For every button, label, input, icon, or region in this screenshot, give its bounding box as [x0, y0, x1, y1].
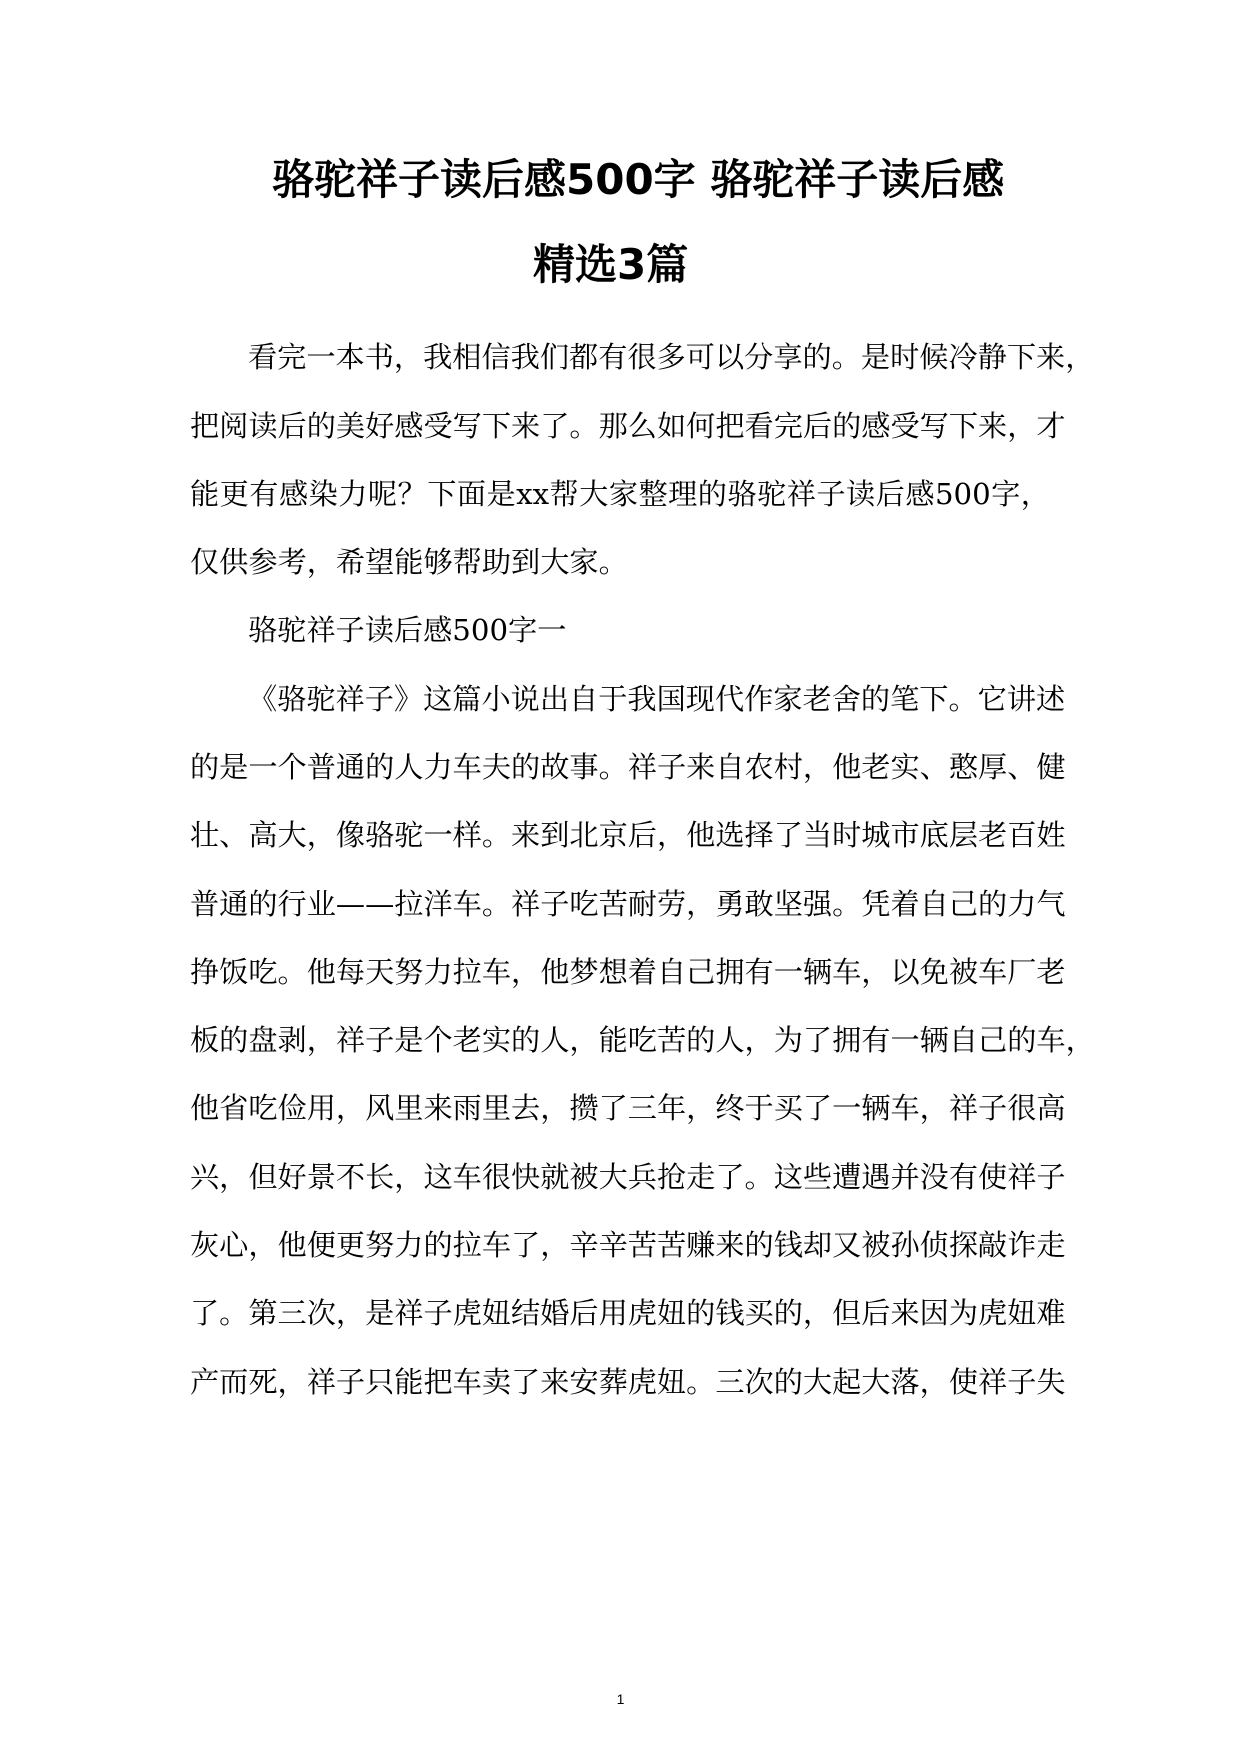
essay-line: 的是一个普通的人力车夫的故事。祥子来自农村，他老实、憨厚、健	[190, 750, 1066, 784]
essay-line: 灰心，他便更努力的拉车了，辛辛苦苦赚来的钱却又被孙侦探敲诈走	[190, 1228, 1066, 1262]
intro-line: 仅供参考，希望能够帮助到大家。	[190, 545, 628, 579]
essay-line: 产而死，祥子只能把车卖了来安葬虎妞。三次的大起大落，使祥子失	[190, 1365, 1066, 1399]
essay-line: 壮、高大，像骆驼一样。来到北京后，他选择了当时城市底层老百姓	[190, 818, 1066, 852]
document-title-line-2: 精选3篇	[533, 240, 689, 289]
intro-line: 能更有感染力呢？下面是xx帮大家整理的骆驼祥子读后感500字，	[190, 477, 1050, 511]
essay-line: 普通的行业——拉洋车。祥子吃苦耐劳，勇敢坚强。凭着自己的力气	[190, 887, 1066, 921]
essay-line: 了。第三次，是祥子虎妞结婚后用虎妞的钱买的，但后来因为虎妞难	[190, 1296, 1066, 1330]
page-number: 1	[616, 1691, 625, 1707]
essay-line: 兴，但好景不长，这车很快就被大兵抢走了。这些遭遇并没有使祥子	[190, 1160, 1066, 1194]
intro-line: 把阅读后的美好感受写下来了。那么如何把看完后的感受写下来，才	[190, 409, 1066, 443]
essay-line: 《骆驼祥子》这篇小说出自于我国现代作家老舍的笔下。它讲述	[248, 682, 1066, 716]
intro-line: 看完一本书，我相信我们都有很多可以分享的。是时候冷静下来，	[248, 340, 1095, 374]
section-heading: 骆驼祥子读后感500字一	[248, 613, 567, 647]
essay-line: 挣饭吃。他每天努力拉车，他梦想着自己拥有一辆车，以免被车厂老	[190, 955, 1066, 989]
essay-line: 他省吃俭用，风里来雨里去，攒了三年，终于买了一辆车，祥子很高	[190, 1091, 1066, 1125]
essay-line: 板的盘剥，祥子是个老实的人，能吃苦的人，为了拥有一辆自己的车，	[190, 1023, 1095, 1057]
document-title-line-1: 骆驼祥子读后感500字 骆驼祥子读后感	[272, 155, 1005, 204]
